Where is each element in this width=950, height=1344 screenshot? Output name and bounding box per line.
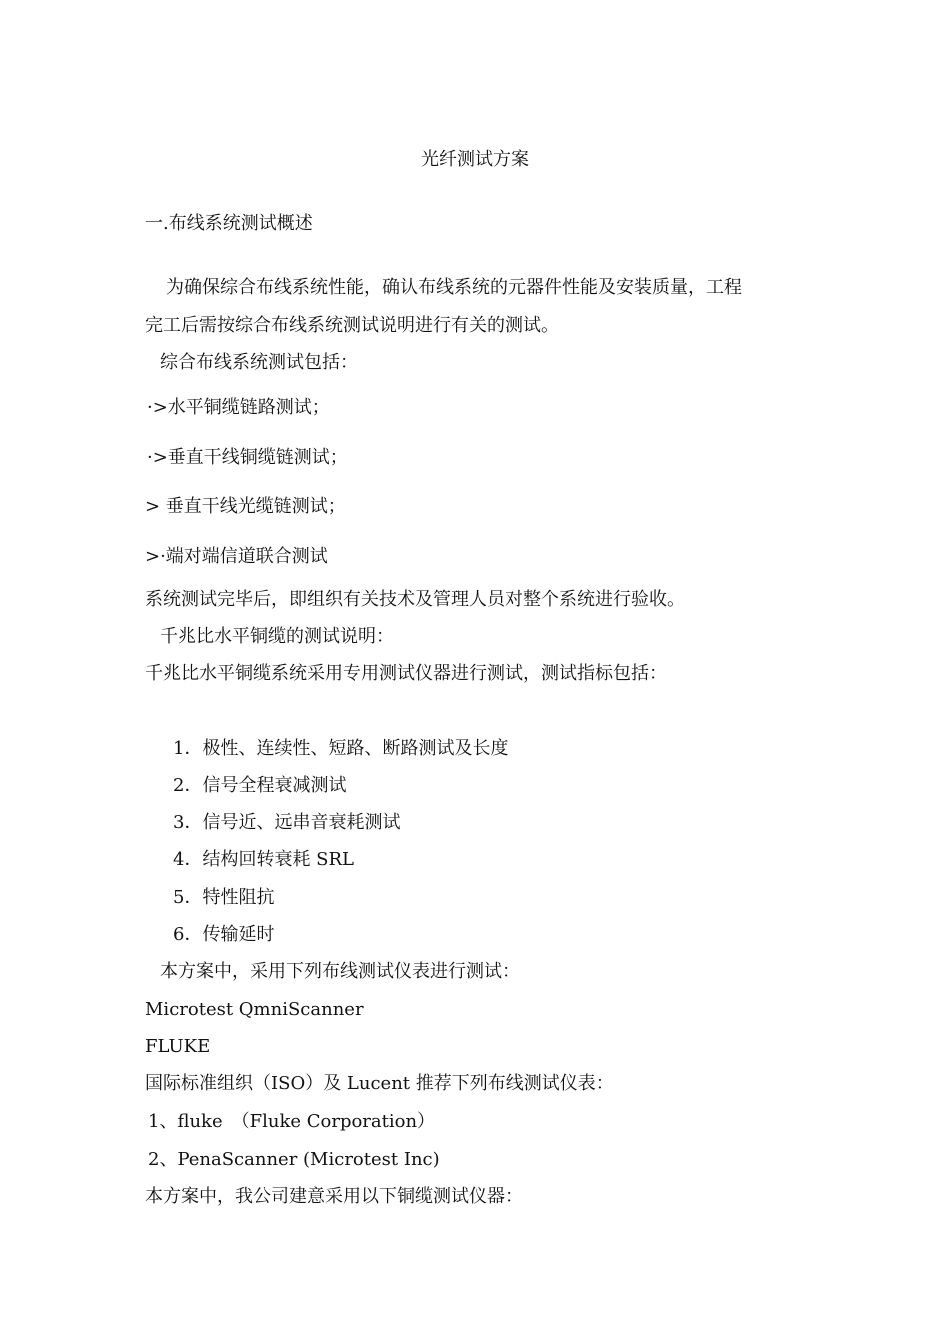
acceptance-paragraph: 系统测试完毕后，即组织有关技术及管理人员对整个系统进行验收。	[145, 589, 685, 610]
test-item-bullet: > 垂直干线光缆链测试；	[145, 496, 346, 517]
indicator-list-item: 4．结构回转衰耗 SRL	[173, 849, 355, 870]
test-item-bullet: >·端对端信道联合测试	[145, 546, 328, 567]
document-title: 光纤测试方案	[421, 149, 529, 170]
instruments-intro: 本方案中，采用下列布线测试仪表进行测试：	[160, 961, 520, 982]
company-suggestion: 本方案中，我公司建意采用以下铜缆测试仪器：	[145, 1186, 523, 1207]
gigabit-heading: 千兆比水平铜缆的测试说明：	[160, 626, 394, 647]
test-item-bullet: ·>水平铜缆链路测试；	[147, 397, 330, 418]
includes-label: 综合布线系统测试包括：	[160, 352, 358, 373]
indicator-list-item: 5．特性阻抗	[173, 887, 275, 908]
iso-recommendation: 国际标准组织（ISO）及 Lucent 推荐下列布线测试仪表：	[145, 1073, 614, 1094]
recommended-instrument: 1、fluke （Fluke Corporation）	[148, 1111, 436, 1132]
test-item-bullet: ·>垂直干线铜缆链测试；	[147, 447, 348, 468]
instrument-name: Microtest QmniScanner	[145, 999, 364, 1020]
recommended-instrument: 2、PenaScanner (Microtest Inc)	[148, 1149, 440, 1170]
section-heading: 一.布线系统测试概述	[145, 213, 313, 234]
indicator-list-item: 2．信号全程衰减测试	[173, 775, 347, 796]
intro-paragraph-line-2: 完工后需按综合布线系统测试说明进行有关的测试。	[145, 315, 559, 336]
indicator-list-item: 1．极性、连续性、短路、断路测试及长度	[173, 738, 509, 759]
gigabit-intro: 千兆比水平铜缆系统采用专用测试仪器进行测试，测试指标包括：	[145, 663, 667, 684]
indicator-list-item: 3．信号近、远串音衰耗测试	[173, 812, 401, 833]
indicator-list-item: 6．传输延时	[173, 924, 275, 945]
intro-paragraph-line-1: 为确保综合布线系统性能，确认布线系统的元器件性能及安装质量，工程	[166, 277, 742, 298]
instrument-name: FLUKE	[145, 1036, 211, 1057]
